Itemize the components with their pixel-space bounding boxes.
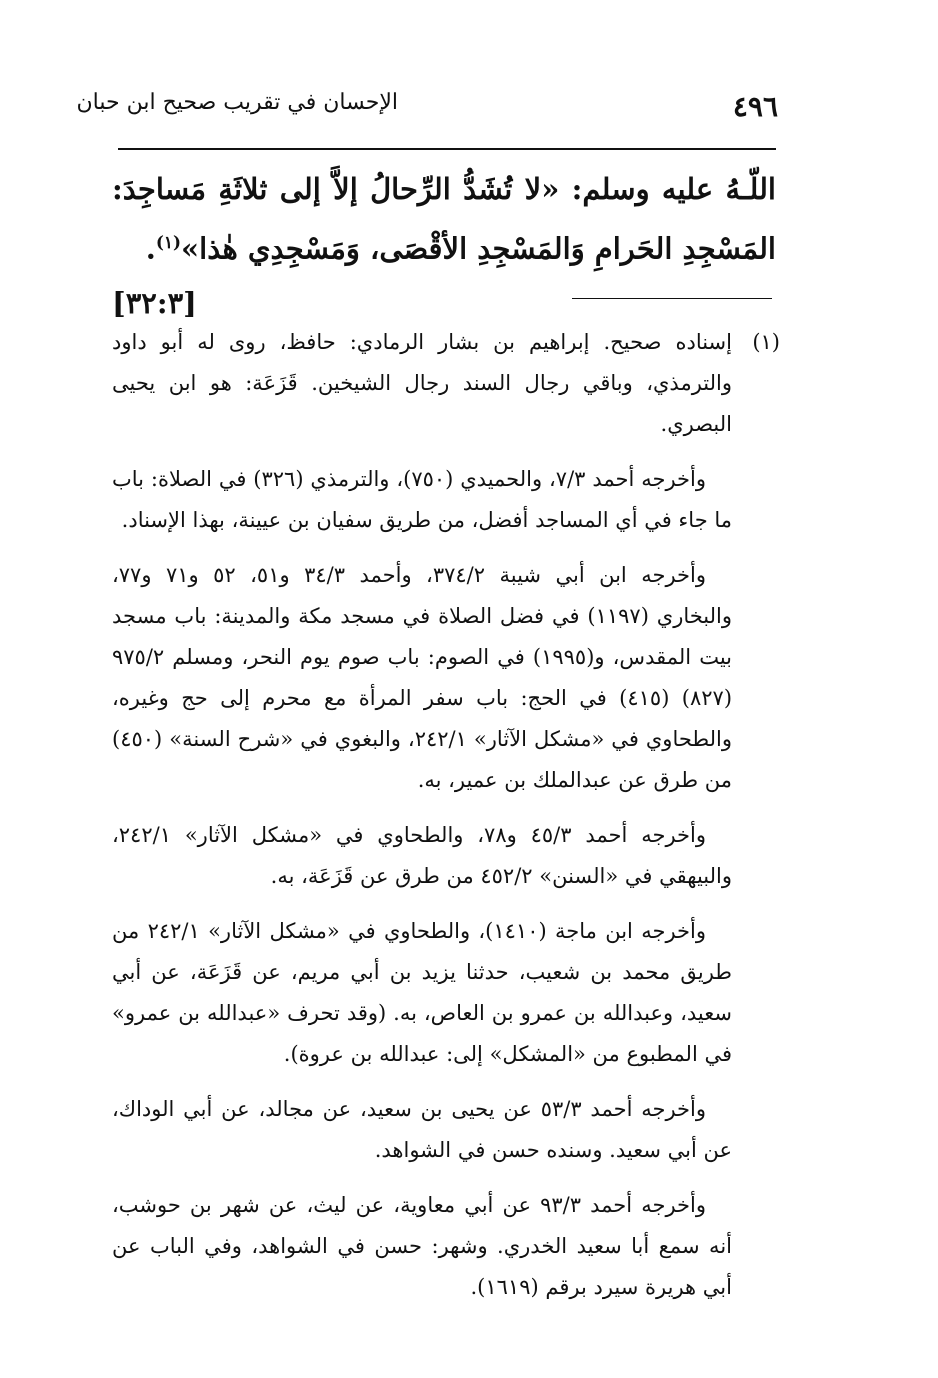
footnote-text: إسناده صحيح. إبراهيم بن بشار الرمادي: حافظ، روى له أبو داود والترمذي، وباقي رجال السند رجال الشيخين. قَزَعَة: هو ابن يحيى البصري. — [112, 330, 732, 436]
hadith-body: اللّـهُ عليه وسلم: «لا تُشَدُّ الرِّحالُ إلاَّ إلى ثلاثَةِ مَساجِدَ: المَسْجِدِ الحَرامِ وَالمَسْجِدِ الأقْصَى، وَمَسْجِدِي هٰذا» — [112, 172, 776, 266]
hadith-text: اللّـهُ عليه وسلم: «لا تُشَدُّ الرِّحالُ إلاَّ إلى ثلاثَةِ مَساجِدَ: المَسْجِدِ الحَرامِ وَالمَسْجِدِ الأقْصَى، وَمَسْجِدِي هٰذا»$^{(١)}$. [٣٢:٣] — [112, 162, 776, 330]
page-number: ٤٩٦ — [732, 90, 778, 123]
footnote-paragraph: وأخرجه ابن أبي شيبة ٣٧٤/٢، وأحمد ٣٤/٣ و٥١، ٥٢ و٧١ و٧٧، والبخاري (١١٩٧) في فضل الصلاة في مسجد مكة والمدينة: باب مسجد بيت المقدس، و(١٩٩٥) في الصوم: باب صوم يوم النحر، ومسلم ٩٧٥/٢ (٨٢٧) (٤١٥) في الحج: باب سفر المرأة مع محرم إلى حج وغيره، والطحاوي في «مشكل الآثار» ٢٤٢/١، والبغوي في «شرح السنة» (٤٥٠) من طرق عن عبدالملك بن عمير، به. — [112, 563, 733, 792]
footnote-number: (١) — [752, 330, 780, 354]
footnote-paragraph: وأخرجه أحمد ٩٣/٣ عن أبي معاوية، عن ليث، عن شهر بن حوشب، أنه سمع أبا سعيد الخدري. وشهر: حسن في الشواهد، وفي الباب عن أبي هريرة سيرد برقم (١٦١٩). — [112, 1193, 732, 1299]
header-rule — [118, 148, 776, 150]
footnote-paragraph: وأخرجه أحمد ٥٣/٣ عن يحيى بن سعيد، عن مجالد، عن أبي الوداك، عن أبي سعيد. وسنده حسن في الشواهد. — [112, 1097, 732, 1162]
page-header — [76, 86, 778, 136]
footnote-marker: (١) — [155, 233, 182, 253]
running-title: الإحسان في تقريب صحيح ابن حبان — [76, 90, 398, 115]
footnotes — [112, 322, 780, 1322]
footnote-paragraph — [112, 322, 780, 445]
footnote-paragraph: وأخرجه أحمد ٤٥/٣ و٧٨، والطحاوي في «مشكل الآثار» ٢٤٢/١، والبيهقي في «السنن» ٤٥٢/٢ من طرق عن قَزَعَة، به. — [112, 823, 732, 888]
footnote-rule — [572, 298, 772, 299]
footnote-paragraph: وأخرجه ابن ماجة (١٤١٠)، والطحاوي في «مشكل الآثار» ٢٤٢/١ من طريق محمد بن شعيب، حدثنا يزيد بن أبي مريم، عن قَزَعَة، عن أبي سعيد، وعبدالله بن عمرو بن العاص، به. (وقد تحرف «عبدالله بن عمرو» في المطبوع من «المشكل» إلى: عبدالله بن عروة). — [112, 919, 732, 1066]
hadith-reference: [٣٢:٣] — [112, 285, 197, 320]
footnote-paragraph: وأخرجه أحمد ٧/٣، والحميدي (٧٥٠)، والترمذي (٣٢٦) في الصلاة: باب ما جاء في أي المساجد أفضل، من طريق سفيان بن عيينة، بهذا الإسناد. — [112, 467, 732, 532]
